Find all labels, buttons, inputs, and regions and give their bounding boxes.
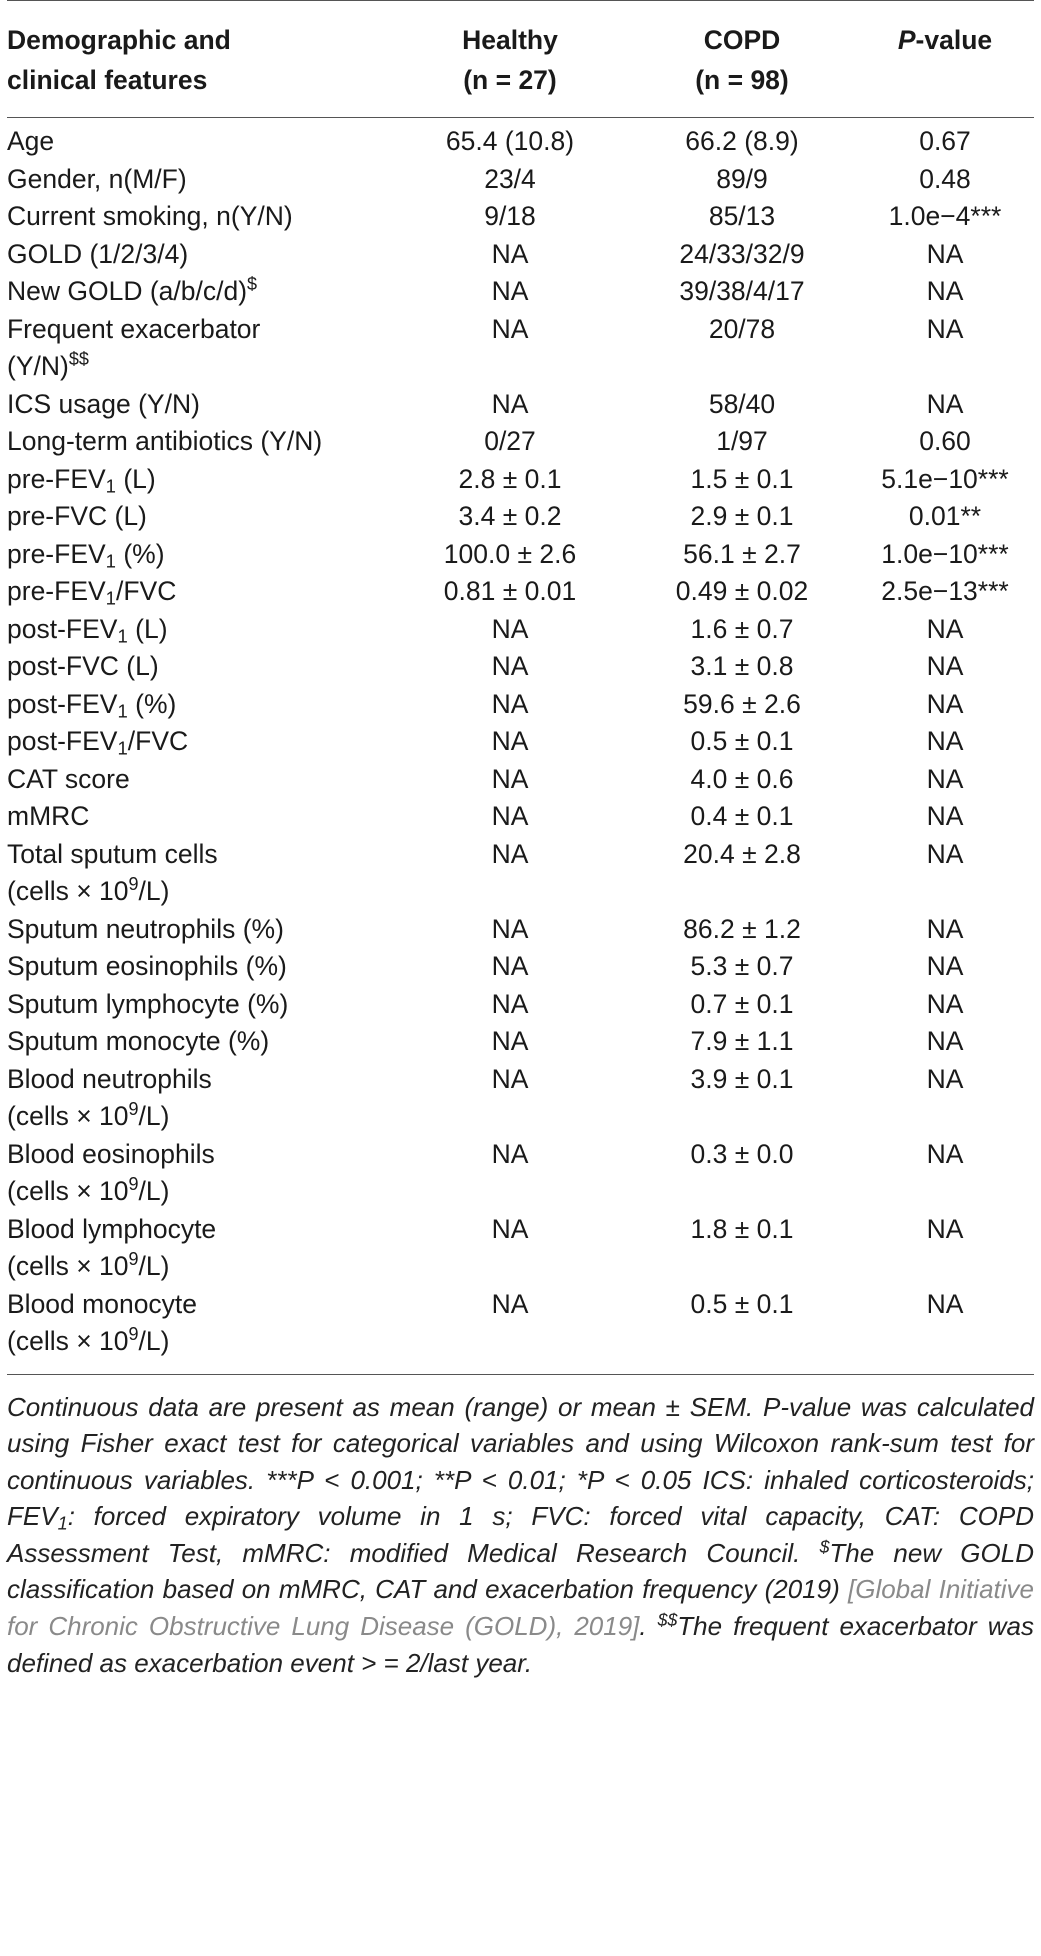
table-row <box>7 1136 1034 1211</box>
row-label: Sputum lymphocyte (%) <box>7 988 289 1019</box>
cell-copd: 0.5 ± 0.1 <box>690 1288 794 1319</box>
cell-copd: 1.8 ± 0.1 <box>690 1213 794 1244</box>
cell-copd: 20/78 <box>708 313 776 344</box>
row-label: GOLD (1/2/3/4) <box>7 238 189 269</box>
cell-pvalue: NA <box>926 688 964 719</box>
demographics-table <box>7 0 1034 1375</box>
cell-healthy: NA <box>491 1138 529 1169</box>
table-row <box>7 461 1034 499</box>
row-label: post-$FEV_1$ (L) <box>7 613 168 647</box>
cell-pvalue: NA <box>926 238 964 269</box>
cell-pvalue: NA <box>926 276 964 306</box>
row-label: post-$FEV_1$/FVC <box>7 726 189 759</box>
table-row <box>7 911 1034 949</box>
cell-pvalue: NA <box>926 913 964 944</box>
row-label: Current smoking, n(Y/N) <box>7 201 293 231</box>
cell-healthy: NA <box>491 613 529 644</box>
cell-copd: 24/33/32/9 <box>679 238 805 269</box>
row-label: Sputum neutrophils (%) <box>7 913 284 944</box>
cell-pvalue: 1.0e−4*** <box>888 201 1002 231</box>
cell-healthy: NA <box>491 1288 529 1319</box>
cell-copd: 86.2 ± 1.2 <box>683 913 801 944</box>
cell-pvalue: NA <box>926 763 964 794</box>
row-label: pre-$FEV_1$ (%) <box>7 538 165 572</box>
cell-healthy: 23/4 <box>484 163 536 194</box>
cell-pvalue: NA <box>926 988 964 1019</box>
row-label: Sputum eosinophils (%) <box>7 951 287 981</box>
cell-healthy: NA <box>491 913 529 944</box>
gold-reference-link[interactable]: [Global Initiative for Chronic Obstructive Lung Disease (GOLD), 2019] <box>7 1574 1034 1642</box>
cell-pvalue: NA <box>926 613 964 644</box>
cell-pvalue: NA <box>926 1213 964 1244</box>
row-label: mMRC <box>7 801 90 831</box>
cell-healthy: NA <box>491 1026 529 1056</box>
cell-pvalue: NA <box>926 951 964 981</box>
cell-copd: 5.3 ± 0.7 <box>690 951 794 981</box>
cell-pvalue: NA <box>926 726 964 756</box>
cell-copd: 0.5 ± 0.1 <box>690 726 794 756</box>
cell-pvalue: 0.60 <box>919 426 971 456</box>
cell-healthy: NA <box>491 313 529 344</box>
cell-copd: 58/40 <box>708 388 776 419</box>
row-label: Blood monocyte (cells × $10^9/L$) <box>7 1288 198 1356</box>
cell-healthy: NA <box>491 688 529 719</box>
cell-copd: 1/97 <box>716 426 768 456</box>
header-features: Demographic and clinical features <box>7 25 231 95</box>
cell-copd: 0.3 ± 0.0 <box>690 1138 794 1169</box>
row-label: Long-term antibiotics (Y/N) <box>7 426 323 456</box>
cell-healthy: NA <box>491 726 529 756</box>
cell-copd: 66.2 (8.9) <box>685 126 799 156</box>
header-pvalue: P-value <box>897 25 993 55</box>
header-copd: COPD (n = 98) <box>695 25 789 95</box>
cell-pvalue: 2.5e−13*** <box>881 576 1009 606</box>
cell-copd: 0.7 ± 0.1 <box>690 988 794 1019</box>
cell-pvalue: 0.67 <box>919 126 971 156</box>
row-label: pre-FVC (L) <box>7 501 147 531</box>
cell-copd: 1.6 ± 0.7 <box>690 613 794 644</box>
cell-healthy: 100.0 ± 2.6 <box>443 538 577 569</box>
cell-pvalue: 0.48 <box>919 163 971 194</box>
header-healthy: Healthy (n = 27) <box>462 25 558 95</box>
table-row <box>7 836 1034 911</box>
row-label: Frequent exacerbator (Y/N)$$ <box>7 313 261 381</box>
table-row <box>7 986 1034 1024</box>
cell-pvalue: NA <box>926 1138 964 1169</box>
table-row <box>7 161 1034 199</box>
cell-healthy: 0/27 <box>484 426 536 456</box>
cell-pvalue: NA <box>926 1026 964 1056</box>
table-row <box>7 798 1034 836</box>
table-row <box>7 686 1034 724</box>
table-row <box>7 648 1034 686</box>
cell-healthy: NA <box>491 763 529 794</box>
cell-healthy: 65.4 (10.8) <box>445 126 575 156</box>
row-label: Gender, n(M/F) <box>7 163 187 194</box>
cell-copd: 4.0 ± 0.6 <box>690 763 794 794</box>
cell-healthy: NA <box>491 951 529 981</box>
row-label: Blood lymphocyte (cells × $10^9/L$) <box>7 1213 217 1281</box>
cell-copd: 56.1 ± 2.7 <box>683 538 801 569</box>
cell-healthy: NA <box>491 276 529 306</box>
cell-copd: 3.1 ± 0.8 <box>690 651 794 681</box>
cell-healthy: 0.81 ± 0.01 <box>443 576 577 606</box>
cell-healthy: 3.4 ± 0.2 <box>458 501 562 531</box>
cell-healthy: 2.8 ± 0.1 <box>458 463 562 494</box>
cell-healthy: NA <box>491 988 529 1019</box>
row-label: post-FVC (L) <box>7 651 159 681</box>
table-row <box>7 311 1034 386</box>
cell-pvalue: 0.01** <box>908 501 982 531</box>
cell-healthy: NA <box>491 238 529 269</box>
row-label: ICS usage (Y/N) <box>7 388 200 419</box>
row-label: Age <box>7 126 55 156</box>
row-label: pre-$FEV_1$/FVC <box>7 576 177 609</box>
cell-copd: 39/38/4/17 <box>679 276 805 306</box>
table-row <box>7 423 1034 461</box>
table-row <box>7 273 1034 311</box>
cell-pvalue: NA <box>926 651 964 681</box>
table-row <box>7 1211 1034 1286</box>
row-label: post-$FEV_1$ (%) <box>7 688 177 722</box>
table-row <box>7 118 1034 161</box>
cell-pvalue: NA <box>926 838 964 869</box>
cell-pvalue: 1.0e−10*** <box>881 538 1009 569</box>
cell-copd: 89/9 <box>716 163 768 194</box>
table-body <box>7 118 1034 1375</box>
cell-pvalue: 5.1e−10*** <box>881 463 1009 494</box>
row-label: Blood eosinophils (cells × $10^9/L$) <box>7 1138 215 1206</box>
table-footnote: Continuous data are present as mean (range) or mean ± SEM. P-value was calculated using Fisher exact test for categorical variables and using Wilcoxon rank-sum test for continuous variables. ***P < 0.001; **P < 0.01; *P < 0.05 ICS: inhaled corticosteroids; $FEV_1$: forced expiratory volume in 1 s; FVC: forced vital capacity, CAT: COPD Assessment Test, mMRC: modified Medical Research Council. $The new GOLD classification based on mMRC, CAT and exacerbation frequency (2019) [Global Initiative for Chronic Obstructive Lung Disease (GOLD), 2019]. $$The frequent exacerbator was defined as exacerbation event > = 2/last year. <box>7 1391 1034 1678</box>
row-label: Blood neutrophils (cells × $10^9/L$) <box>7 1063 212 1131</box>
cell-copd: 0.49 ± 0.02 <box>675 576 809 606</box>
table-header <box>7 1 1034 118</box>
cell-pvalue: NA <box>926 388 964 419</box>
row-label: New GOLD (a/b/c/d)$ <box>7 274 258 306</box>
cell-copd: 85/13 <box>708 201 776 231</box>
cell-pvalue: NA <box>926 801 964 831</box>
cell-copd: 3.9 ± 0.1 <box>690 1063 794 1094</box>
row-label: CAT score <box>7 763 130 794</box>
cell-copd: 20.4 ± 2.8 <box>683 838 801 869</box>
table-row <box>7 386 1034 424</box>
cell-copd: 0.4 ± 0.1 <box>690 801 794 831</box>
table-row <box>7 236 1034 274</box>
table-row <box>7 498 1034 536</box>
table-row <box>7 723 1034 761</box>
table-row <box>7 761 1034 799</box>
table-row <box>7 611 1034 649</box>
cell-healthy: NA <box>491 1063 529 1094</box>
cell-healthy: NA <box>491 651 529 681</box>
table-row <box>7 1061 1034 1136</box>
cell-pvalue: NA <box>926 1288 964 1319</box>
cell-pvalue: NA <box>926 313 964 344</box>
table-row <box>7 1023 1034 1061</box>
row-label: Sputum monocyte (%) <box>7 1026 270 1056</box>
cell-healthy: NA <box>491 1213 529 1244</box>
cell-copd: 1.5 ± 0.1 <box>690 463 794 494</box>
row-label: pre-$FEV_1$ (L) <box>7 463 156 497</box>
cell-copd: 7.9 ± 1.1 <box>690 1026 794 1056</box>
cell-copd: 2.9 ± 0.1 <box>690 501 794 531</box>
row-label: Total sputum cells (cells × $10^9/L$) <box>7 838 218 906</box>
cell-copd: 59.6 ± 2.6 <box>683 688 801 719</box>
cell-healthy: NA <box>491 838 529 869</box>
table-row <box>7 948 1034 986</box>
cell-healthy: 9/18 <box>484 201 536 231</box>
table-row <box>7 1286 1034 1375</box>
cell-healthy: NA <box>491 801 529 831</box>
cell-healthy: NA <box>491 388 529 419</box>
table-row <box>7 573 1034 611</box>
cell-pvalue: NA <box>926 1063 964 1094</box>
table-row <box>7 536 1034 574</box>
table-row <box>7 198 1034 236</box>
